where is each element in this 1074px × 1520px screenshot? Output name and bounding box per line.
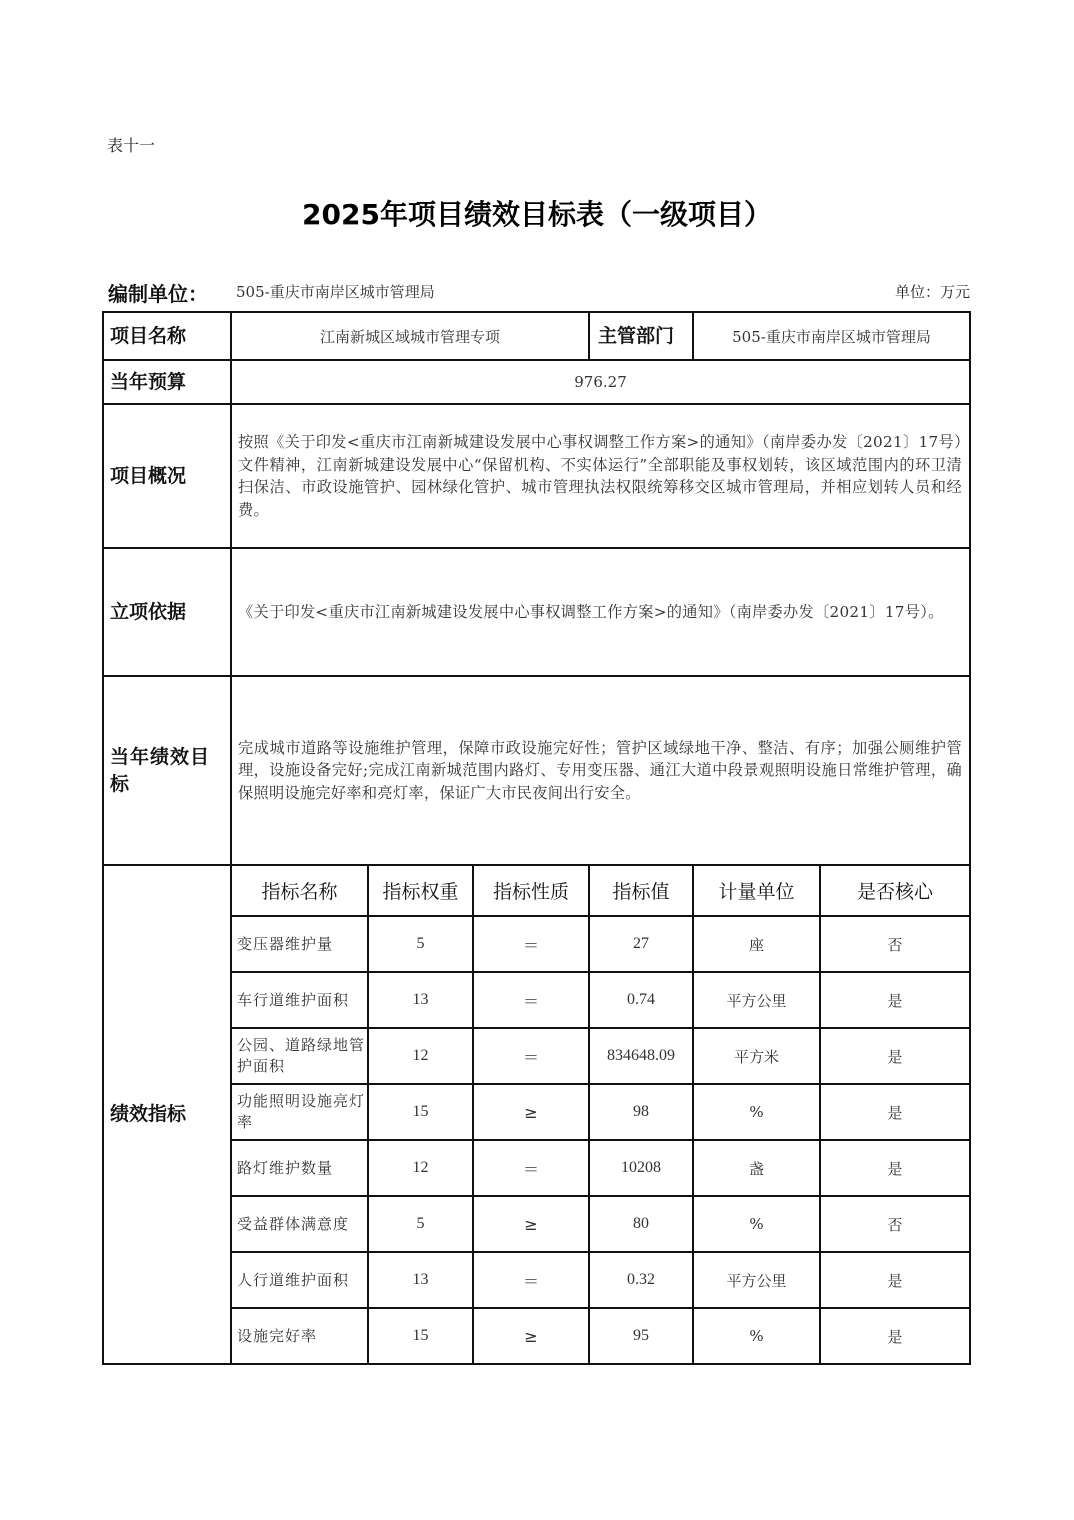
indicators-label: 绩效指标	[110, 1103, 187, 1125]
table-border	[969, 311, 971, 1365]
indicator-nature: ＝	[522, 1159, 539, 1179]
table-border	[102, 864, 971, 866]
indicator-core: 是	[887, 1271, 903, 1290]
table-border	[231, 915, 971, 917]
indicator-header-value: 指标值	[612, 881, 670, 903]
indicator-unit: 座	[748, 935, 764, 954]
org-value: 505-重庆市南岸区城市管理局	[236, 283, 435, 301]
table-border	[231, 971, 971, 973]
indicator-core: 否	[887, 1215, 903, 1234]
project-name-label: 项目名称	[110, 324, 187, 347]
indicator-header-name: 指标名称	[261, 881, 338, 903]
indicator-nature: ＝	[522, 1047, 539, 1067]
indicator-value: 95	[633, 1327, 649, 1344]
indicator-value: 27	[633, 935, 649, 952]
indicator-name: 人行道维护面积	[237, 1270, 350, 1289]
goal-text: 完成城市道路等设施维护管理，保障市政设施完好性；管护区域绿地干净、整洁、有序；加强公厕维护管理，设施设备完好;完成江南新城范围内路灯、专用变压器、通江大道中段景观照明设施日常维护管理，确保照明设施完好率和亮灯率，保证广大市民夜间出行安全。	[238, 738, 962, 802]
indicator-unit: %	[749, 1215, 764, 1233]
indicator-value: 0.74	[627, 991, 655, 1008]
basis-text: 《关于印发<重庆市江南新城建设发展中心事权调整工作方案>的通知》（南岸委办发〔2021〕17号）。	[238, 602, 944, 621]
indicator-weight: 15	[412, 1327, 429, 1344]
indicator-unit: %	[749, 1103, 764, 1121]
table-border	[692, 311, 694, 361]
indicator-weight: 5	[416, 1215, 425, 1232]
overview-text: 按照《关于印发<重庆市江南新城建设发展中心事权调整工作方案>的通知》（南岸委办发〔2021〕17号）文件精神，江南新城建设发展中心“保留机构、不实体运行”全部职能及事权划转，该区域范围内的环卫清扫保洁、市政设施管护、园林绿化管护、城市管理执法权限统筹移交区城市管理局，并相应划转人员和经费。	[238, 433, 962, 519]
indicator-value: 80	[633, 1215, 649, 1232]
table-border	[231, 1251, 971, 1253]
indicator-unit: 平方公里	[726, 991, 787, 1010]
table-number: 表十一	[107, 136, 156, 155]
indicator-name: 受益群体满意度	[237, 1214, 350, 1233]
indicator-nature: ≥	[524, 1214, 538, 1234]
table-border	[588, 311, 590, 361]
indicator-header-weight: 指标权重	[382, 881, 459, 903]
indicator-name: 路灯维护数量	[237, 1158, 334, 1177]
table-border	[102, 311, 104, 1365]
indicator-nature: ＝	[522, 1271, 539, 1291]
table-border	[102, 547, 971, 549]
table-border	[102, 675, 971, 677]
table-border	[231, 1139, 971, 1141]
indicator-weight: 5	[416, 935, 425, 952]
indicator-weight: 12	[412, 1159, 429, 1176]
indicator-weight: 13	[412, 991, 429, 1008]
indicator-nature: ≥	[524, 1102, 538, 1122]
goal-label: 当年绩效目标	[110, 745, 211, 795]
table-border	[230, 311, 232, 1365]
page-title: 2025年项目绩效目标表（一级项目）	[302, 198, 772, 231]
indicator-core: 是	[887, 1047, 903, 1066]
indicator-header-unit: 计量单位	[718, 881, 795, 903]
indicator-header-nature: 指标性质	[492, 881, 569, 903]
indicator-name: 车行道维护面积	[237, 990, 350, 1009]
indicator-unit: 盏	[748, 1159, 764, 1178]
dept-label: 主管部门	[598, 324, 675, 347]
dept-value: 505-重庆市南岸区城市管理局	[732, 327, 931, 346]
table-border	[231, 1083, 971, 1085]
indicator-value: 10208	[621, 1159, 661, 1176]
table-border	[588, 864, 590, 1365]
indicator-core: 是	[887, 1159, 903, 1178]
indicator-value: 0.32	[627, 1271, 655, 1288]
basis-label: 立项依据	[110, 600, 187, 623]
indicator-core: 否	[887, 935, 903, 954]
indicator-core: 是	[887, 1327, 903, 1346]
org-label: 编制单位：	[108, 282, 208, 306]
indicator-nature: ≥	[524, 1326, 538, 1346]
indicator-weight: 12	[412, 1047, 429, 1064]
budget-label: 当年预算	[110, 370, 187, 393]
indicator-unit: 平方米	[733, 1047, 779, 1066]
indicator-name: 设施完好率	[237, 1326, 318, 1345]
table-border	[472, 864, 474, 1365]
currency-unit: 单位：万元	[894, 283, 970, 301]
overview-label: 项目概况	[110, 464, 187, 487]
indicator-name: 公园、道路绿地管护面积	[237, 1036, 366, 1075]
table-border	[367, 864, 369, 1365]
indicator-weight: 15	[412, 1103, 429, 1120]
indicator-name: 功能照明设施亮灯率	[237, 1092, 366, 1131]
table-border	[231, 1307, 971, 1309]
table-border	[819, 864, 821, 1365]
indicator-nature: ＝	[522, 991, 539, 1011]
table-border	[102, 1363, 971, 1365]
indicator-unit: 平方公里	[726, 1271, 787, 1290]
table-border	[692, 864, 694, 1365]
indicator-name: 变压器维护量	[237, 934, 334, 953]
indicator-unit: %	[749, 1327, 764, 1345]
table-border	[102, 311, 971, 313]
table-border	[231, 1195, 971, 1197]
indicator-value: 834648.09	[607, 1047, 675, 1064]
table-border	[102, 359, 971, 361]
indicator-nature: ＝	[522, 935, 539, 955]
indicator-core: 是	[887, 991, 903, 1010]
table-border	[102, 403, 971, 405]
project-name-value: 江南新城区域城市管理专项	[319, 327, 500, 346]
indicator-weight: 13	[412, 1271, 429, 1288]
indicator-core: 是	[887, 1103, 903, 1122]
budget-value: 976.27	[574, 373, 627, 391]
table-border	[231, 1027, 971, 1029]
indicator-header-core: 是否核心	[856, 881, 933, 903]
indicator-value: 98	[633, 1103, 649, 1120]
